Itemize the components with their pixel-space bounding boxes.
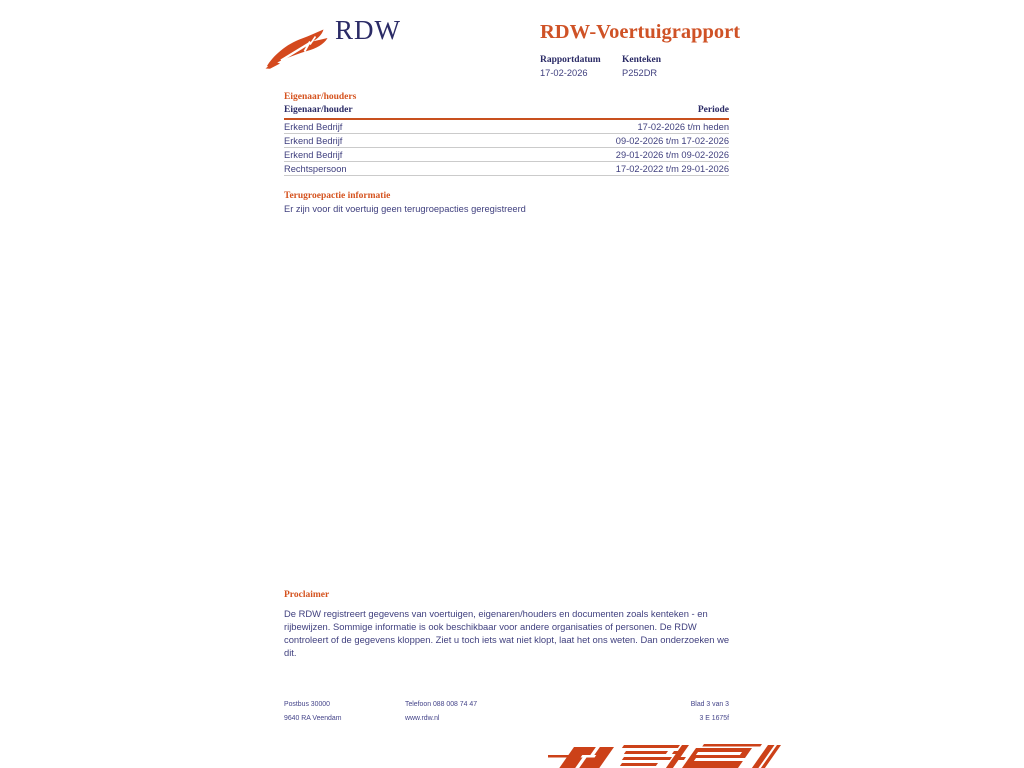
rdw-bird-logo-icon	[264, 29, 331, 69]
table-row	[284, 134, 729, 148]
owner-cell: Rechtspersoon	[284, 163, 347, 174]
owners-table	[284, 105, 729, 176]
recall-section-body: Er zijn voor dit voertuig geen terugroepacties geregistreerd	[284, 204, 526, 214]
proclaimer-body: De RDW registreert gegevens van voertuigen, eigenaren/houders en documenten zoals kenteken - en rijbewijzen. Sommige informatie is ook beschikbaar voor andere organisaties of personen. De RDW controleert of de gegevens kloppen. Ziet u toch iets wat niet klopt, laat het ons weten. Dan onderzoeken we dit.	[284, 608, 730, 658]
report-meta	[540, 55, 704, 78]
license-plate-label: Kenteken	[622, 55, 662, 65]
report-date-block	[540, 55, 622, 78]
period-cell: 17-02-2026 t/m heden	[637, 121, 729, 132]
owners-section-heading: Eigenaar/houders	[284, 92, 357, 102]
license-plate-value: P252DR	[622, 68, 658, 78]
table-row	[284, 120, 729, 134]
footer-form-number: 3 E 1675f	[699, 715, 729, 722]
owner-cell: Erkend Bedrijf	[284, 121, 343, 132]
report-date-value: 17-02-2026	[540, 68, 588, 78]
license-plate-block	[622, 55, 704, 78]
table-row	[284, 162, 729, 176]
page-title: RDW-Voertuigrapport	[540, 21, 741, 43]
owners-col-period: Periode	[697, 105, 729, 115]
recall-section-heading: Terugroepactie informatie	[284, 191, 391, 201]
footer-address-line1: Postbus 30000	[284, 701, 330, 708]
owners-table-header	[284, 105, 729, 120]
table-row	[284, 148, 729, 162]
rdw-speed-lines-graphic-icon	[548, 744, 794, 768]
report-date-label: Rapportdatum	[540, 55, 601, 65]
period-cell: 09-02-2026 t/m 17-02-2026	[615, 135, 729, 146]
period-cell: 29-01-2026 t/m 09-02-2026	[615, 149, 729, 160]
footer-phone: Telefoon 088 008 74 47	[405, 701, 478, 708]
owners-col-owner: Eigenaar/houder	[284, 105, 353, 115]
proclaimer-heading: Proclaimer	[284, 590, 330, 600]
owner-cell: Erkend Bedrijf	[284, 135, 343, 146]
footer-website: www.rdw.nl	[405, 715, 440, 722]
footer-page-indicator: Blad 3 van 3	[690, 701, 729, 708]
brand-wordmark: RDW	[335, 15, 401, 45]
owner-cell: Erkend Bedrijf	[284, 149, 343, 160]
footer-address-line2: 9640 RA Veendam	[284, 715, 342, 722]
period-cell: 17-02-2022 t/m 29-01-2026	[615, 163, 729, 174]
